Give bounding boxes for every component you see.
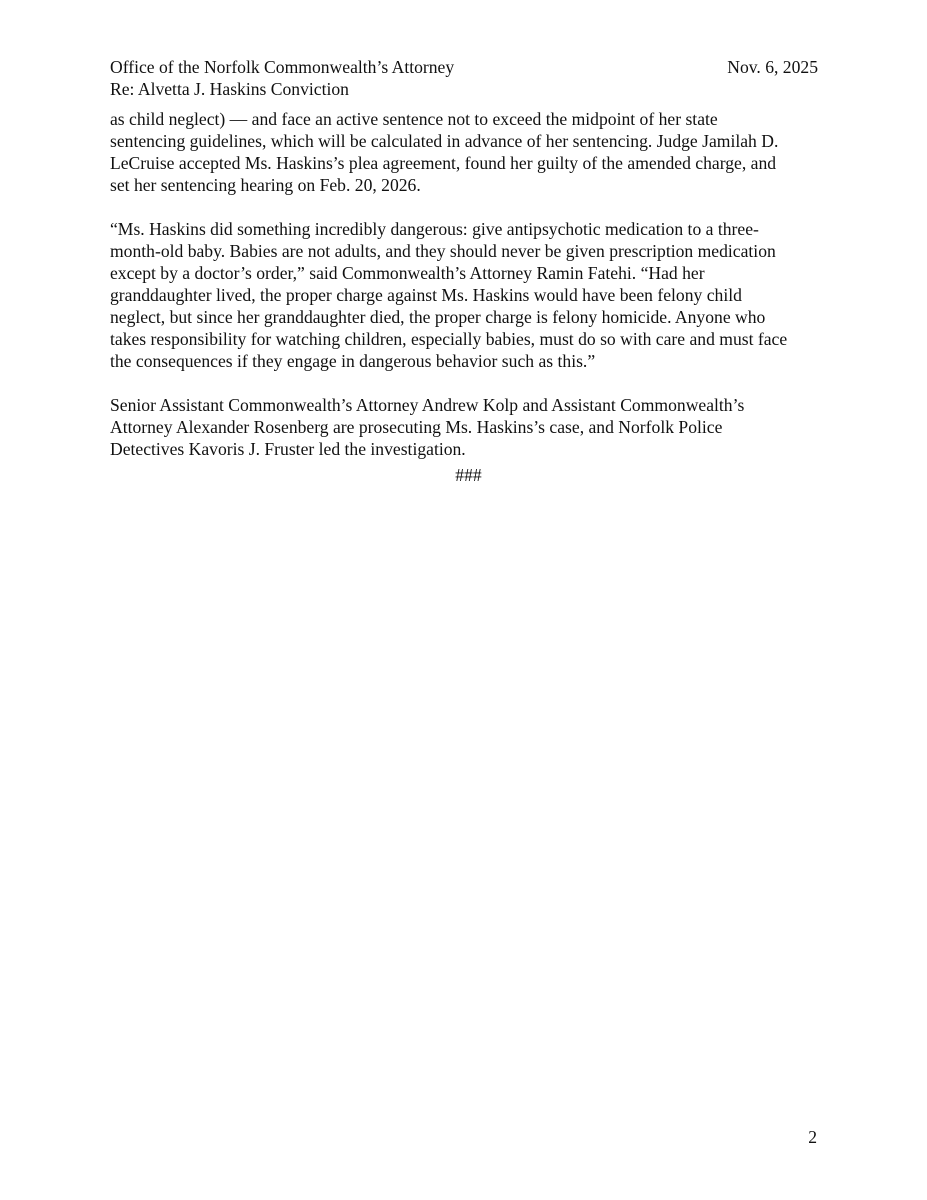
paragraph-line: Senior Assistant Commonwealth’s Attorney Andrew Kolp and Assistant Commonwealth’s <box>110 395 745 415</box>
page-header <box>110 56 818 100</box>
paragraph-1 <box>110 108 830 196</box>
paragraph-line: month-old baby. Babies are not adults, and they should never be given prescription medication <box>110 241 776 261</box>
paragraph-2-quote <box>110 218 830 372</box>
release-date: Nov. 6, 2025 <box>727 57 818 77</box>
header-top-row <box>110 56 818 78</box>
paragraph-3 <box>110 394 830 460</box>
paragraph-line: set her sentencing hearing on Feb. 20, 2026. <box>110 175 421 195</box>
office-name: Office of the Norfolk Commonwealth’s Attorney <box>110 57 455 77</box>
end-of-release-mark <box>0 464 927 486</box>
paragraph-line: takes responsibility for watching children, especially babies, must do so with care and must face <box>110 329 788 349</box>
re-line: Re: Alvetta J. Haskins Conviction <box>110 79 349 99</box>
paragraph-line: neglect, but since her granddaughter died, the proper charge is felony homicide. Anyone who <box>110 307 766 327</box>
header-re-row <box>110 78 818 100</box>
paragraph-line: granddaughter lived, the proper charge against Ms. Haskins would have been felony child <box>110 285 742 305</box>
paragraph-line: the consequences if they engage in dangerous behavior such as this.” <box>110 351 596 371</box>
paragraph-line: Detectives Kavoris J. Fruster led the investigation. <box>110 439 466 459</box>
body-text <box>110 108 830 460</box>
paragraph-line: Attorney Alexander Rosenberg are prosecuting Ms. Haskins’s case, and Norfolk Police <box>110 417 723 437</box>
paragraph-line: except by a doctor’s order,” said Commonwealth’s Attorney Ramin Fatehi. “Had her <box>110 263 705 283</box>
paragraph-line: sentencing guidelines, which will be calculated in advance of her sentencing. Judge Jamilah D. <box>110 131 779 151</box>
page-number: 2 <box>808 1127 817 1147</box>
paragraph-line: as child neglect) — and face an active sentence not to exceed the midpoint of her state <box>110 109 718 129</box>
paragraph-spacer <box>110 372 830 394</box>
paragraph-line: “Ms. Haskins did something incredibly dangerous: give antipsychotic medication to a three- <box>110 219 759 239</box>
paragraph-line: LeCruise accepted Ms. Haskins’s plea agreement, found her guilty of the amended charge, and <box>110 153 777 173</box>
paragraph-spacer <box>110 196 830 218</box>
end-mark-text: ### <box>455 465 482 485</box>
